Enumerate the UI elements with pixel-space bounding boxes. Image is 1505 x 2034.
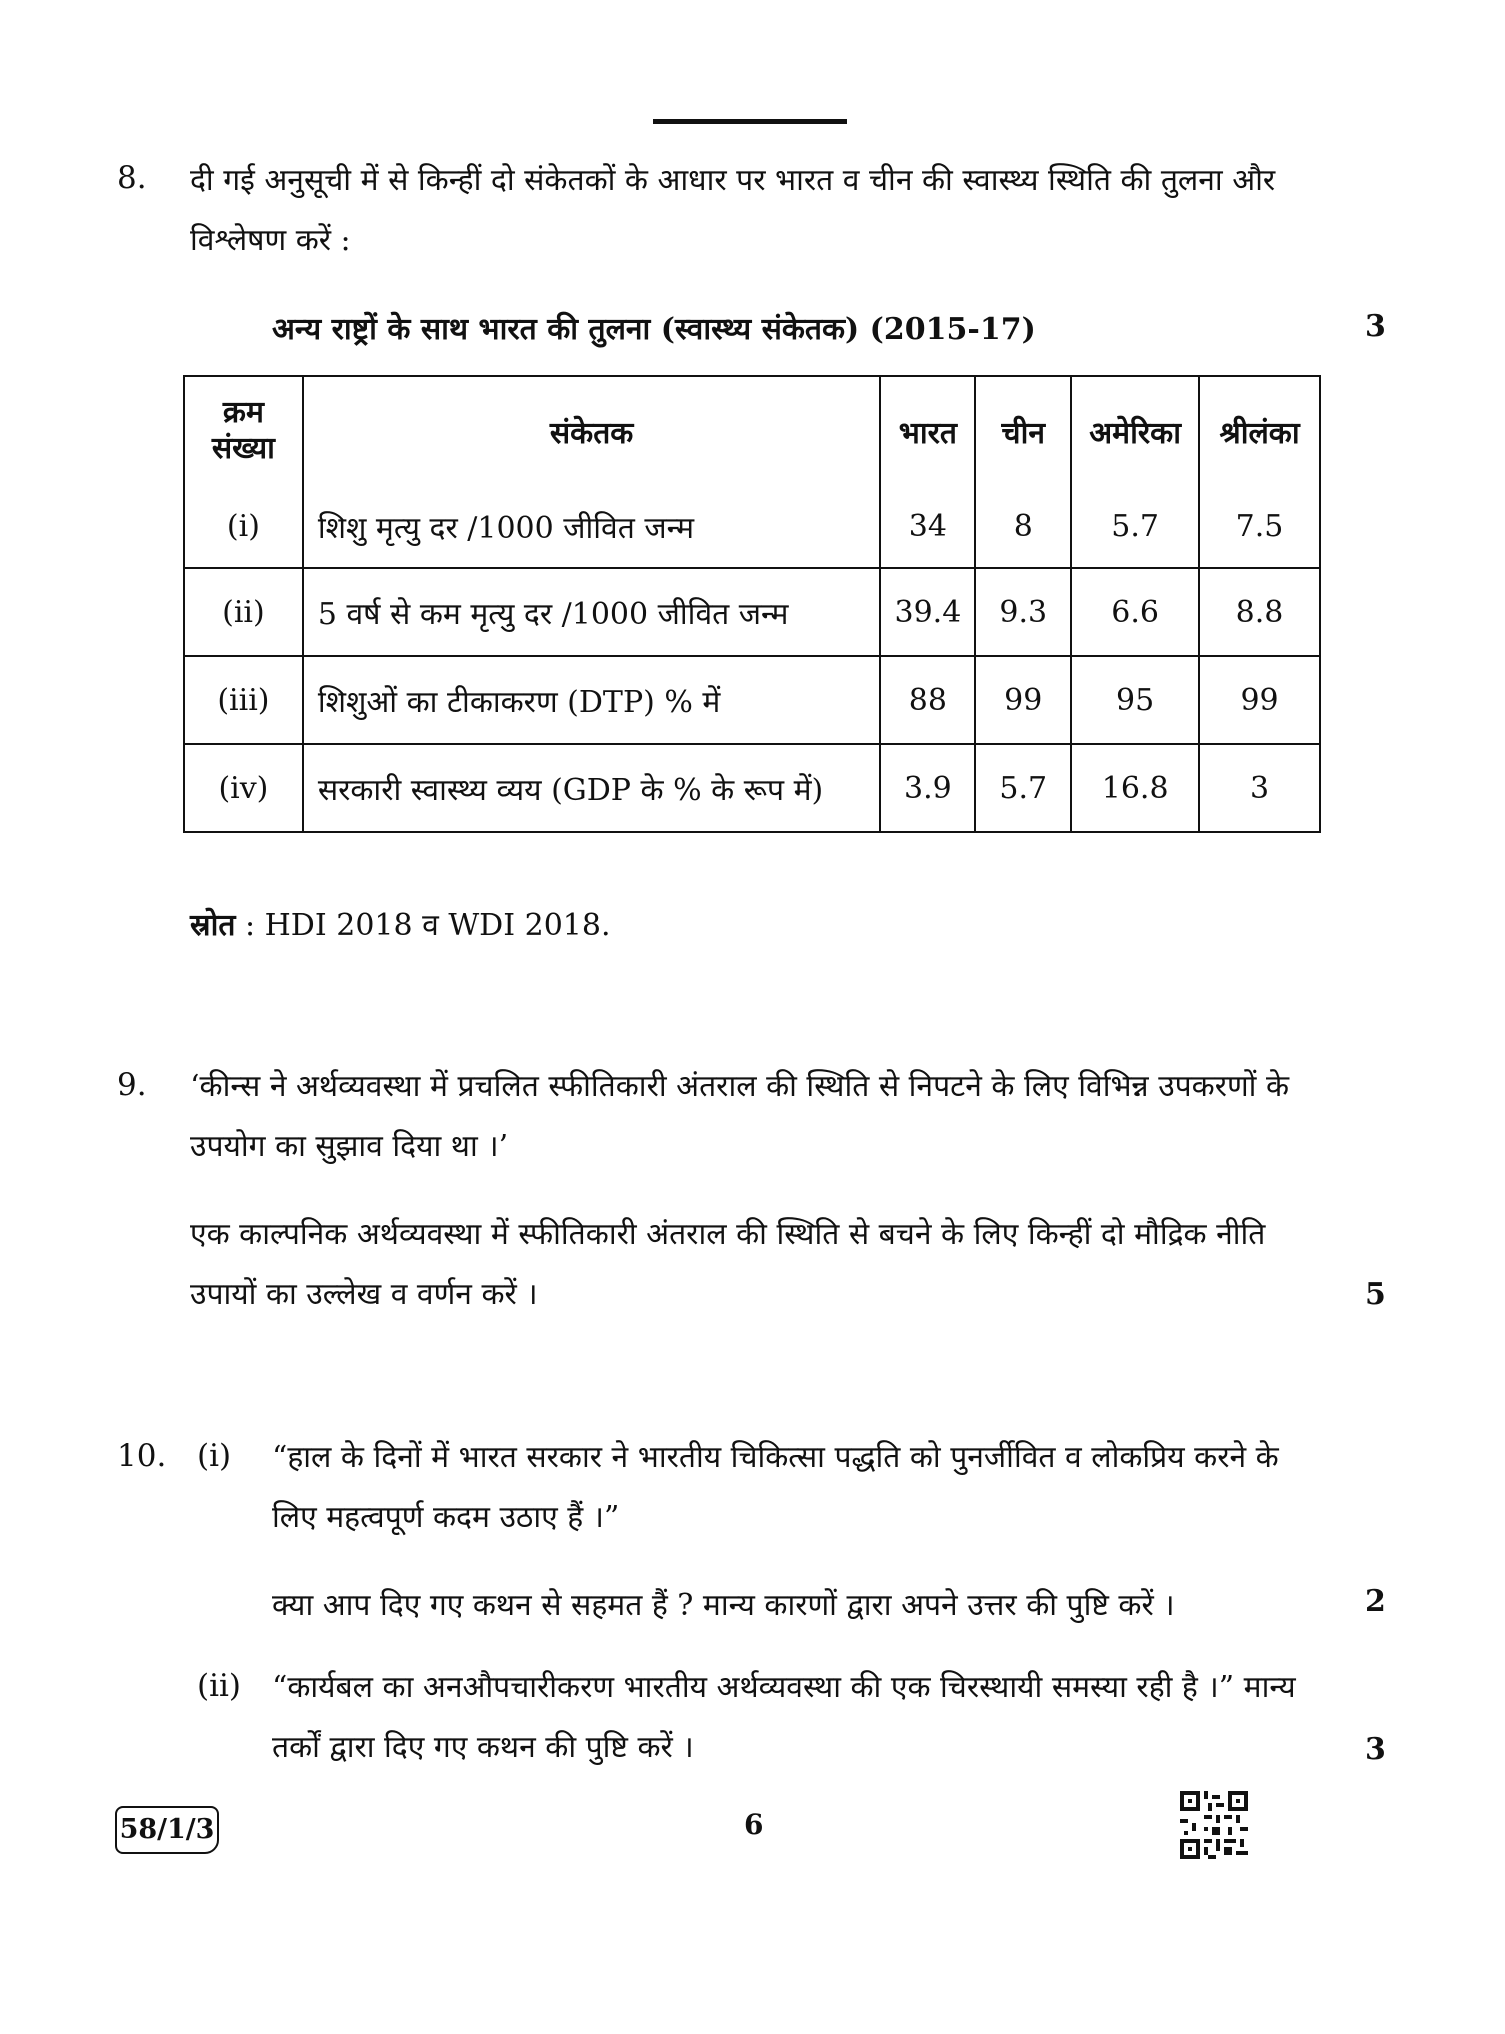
q9-text	[190, 1057, 1330, 1325]
row-srilanka: 8.8	[1199, 568, 1320, 656]
q10-part2-text	[272, 1658, 1332, 1778]
row-usa: 16.8	[1071, 744, 1199, 832]
q8-marks: 3	[1365, 309, 1386, 344]
row-srilanka: 3	[1199, 744, 1320, 832]
q10-number: 10.	[117, 1438, 167, 1474]
page-number: 6	[744, 1808, 764, 1841]
row-china: 8	[975, 485, 1071, 568]
table-row	[184, 656, 1320, 744]
q9-line2: उपयोग का सुझाव दिया था ।’	[190, 1129, 509, 1164]
header-india: भारत	[880, 376, 975, 485]
q10-part1-text	[272, 1428, 1332, 1636]
table-header-row	[184, 376, 1320, 485]
header-sno: क्रम संख्या	[184, 376, 303, 485]
q10-part1-line2: लिए महत्वपूर्ण कदम उठाए हैं ।”	[272, 1500, 620, 1535]
q9-number: 9.	[117, 1067, 147, 1103]
row-srilanka: 99	[1199, 656, 1320, 744]
top-divider	[653, 119, 847, 124]
row-sno: (i)	[184, 485, 303, 568]
row-china: 99	[975, 656, 1071, 744]
q10-part1-label: (i)	[197, 1438, 232, 1474]
table-title: अन्य राष्ट्रों के साथ भारत की तुलना (स्वास्थ्य संकेतक) (2015-17)	[272, 312, 1036, 347]
row-india: 3.9	[880, 744, 975, 832]
q10-part1-line3: क्या आप दिए गए कथन से सहमत हैं ? मान्य कारणों द्वारा अपने उत्तर की पुष्टि करें ।	[272, 1588, 1175, 1623]
row-india: 39.4	[880, 568, 975, 656]
table-row	[184, 485, 1320, 568]
paper-code: 58/1/3	[115, 1806, 219, 1854]
qr-code-icon	[1180, 1791, 1248, 1859]
q8-text	[190, 151, 1330, 271]
q10-part2-line2: तर्कों द्वारा दिए गए कथन की पुष्टि करें ।	[272, 1730, 694, 1765]
q10-part2-label: (ii)	[197, 1668, 242, 1704]
q9-line1: ‘कीन्स ने अर्थव्यवस्था में प्रचलित स्फीतिकारी अंतराल की स्थिति से निपटने के लिए विभिन्न उपकरणों के	[190, 1069, 1290, 1104]
health-indicators-table	[183, 375, 1321, 833]
q8-line2: विश्लेषण करें :	[190, 223, 351, 258]
row-usa: 95	[1071, 656, 1199, 744]
table-row	[184, 744, 1320, 832]
row-china: 5.7	[975, 744, 1071, 832]
q10-part1-marks: 2	[1365, 1584, 1386, 1619]
header-srilanka: श्रीलंका	[1199, 376, 1320, 485]
row-india: 34	[880, 485, 975, 568]
q10-part1-line1: “हाल के दिनों में भारत सरकार ने भारतीय चिकित्सा पद्धति को पुनर्जीवित व लोकप्रिय करने के	[272, 1440, 1279, 1475]
q9-line4: उपायों का उल्लेख व वर्णन करें ।	[190, 1277, 538, 1312]
row-indicator: 5 वर्ष से कम मृत्यु दर /1000 जीवित जन्म	[303, 568, 881, 656]
row-china: 9.3	[975, 568, 1071, 656]
row-usa: 6.6	[1071, 568, 1199, 656]
row-indicator: शिशुओं का टीकाकरण (DTP) % में	[303, 656, 881, 744]
row-srilanka: 7.5	[1199, 485, 1320, 568]
source-text: : HDI 2018 व WDI 2018.	[235, 908, 611, 943]
header-usa: अमेरिका	[1071, 376, 1199, 485]
header-china: चीन	[975, 376, 1071, 485]
q9-line3: एक काल्पनिक अर्थव्यवस्था में स्फीतिकारी अंतराल की स्थिति से बचने के लिए किन्हीं दो मौद्रिक नीति	[190, 1217, 1266, 1252]
q10-part2-marks: 3	[1365, 1732, 1386, 1767]
table-source	[190, 903, 611, 944]
row-sno: (iv)	[184, 744, 303, 832]
row-usa: 5.7	[1071, 485, 1199, 568]
q10-part2-line1: “कार्यबल का अनऔपचारीकरण भारतीय अर्थव्यवस्था की एक चिरस्थायी समस्या रही है ।” मान्य	[272, 1670, 1296, 1705]
row-india: 88	[880, 656, 975, 744]
header-indicator: संकेतक	[303, 376, 881, 485]
q8-number: 8.	[117, 160, 147, 196]
row-sno: (iii)	[184, 656, 303, 744]
q8-line1: दी गई अनुसूची में से किन्हीं दो संकेतकों के आधार पर भारत व चीन की स्वास्थ्य स्थिति की तुलना और	[190, 163, 1276, 198]
row-indicator: शिशु मृत्यु दर /1000 जीवित जन्म	[303, 485, 881, 568]
table-row	[184, 568, 1320, 656]
row-indicator: सरकारी स्वास्थ्य व्यय (GDP के % के रूप में)	[303, 744, 881, 832]
source-label: स्रोत	[190, 908, 236, 943]
q9-marks: 5	[1365, 1277, 1386, 1312]
row-sno: (ii)	[184, 568, 303, 656]
